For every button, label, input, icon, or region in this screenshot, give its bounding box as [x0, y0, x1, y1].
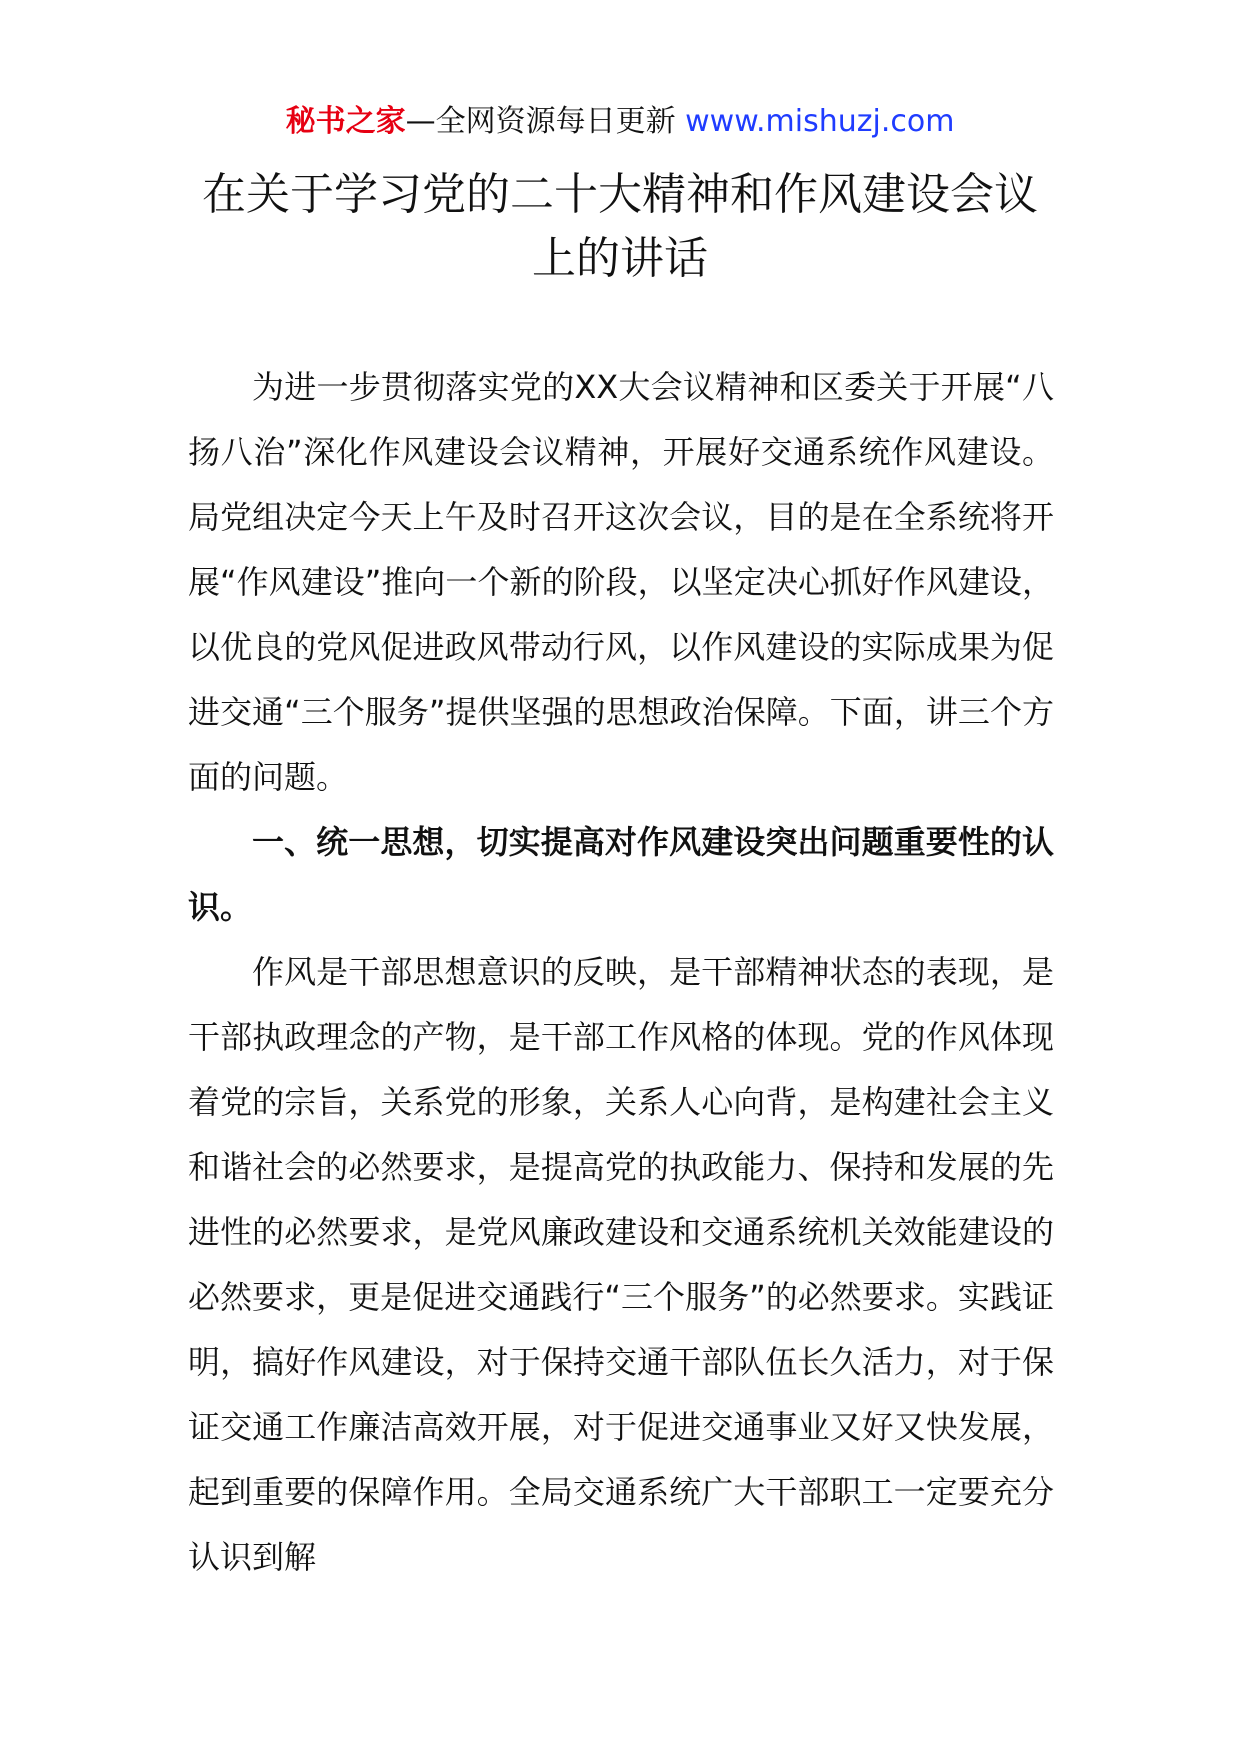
site-tagline: —全网资源每日更新 [405, 104, 676, 139]
paragraph-intro: 为进一步贯彻落实党的XX大会议精神和区委关于开展“八扬八治”深化作风建设会议精神，开展好交通系统作风建设。局党组决定今天上午及时召开这次会议，目的是在全系统将开展“作风建设”推向一个新的阶段，以坚定决心抓好作风建设，以优良的党风促进政风带动行风，以作风建设的实际成果为促进交通“三个服务”提供坚强的思想政治保障。下面，讲三个方面的问题。 [188, 368, 1054, 796]
section-heading-1: 一、统一思想，切实提高对作风建设突出问题重要性的认识。 [188, 823, 1054, 926]
site-name: 秘书之家 [285, 104, 406, 139]
document-body [188, 355, 1054, 1590]
paragraph-section-1: 作风是干部思想意识的反映，是干部精神状态的表现，是干部执政理念的产物，是干部工作风格的体现。党的作风体现着党的宗旨，关系党的形象，关系人心向背，是构建社会主义和谐社会的必然要求，是提高党的执政能力、保持和发展的先进性的必然要求，是党风廉政建设和交通系统机关效能建设的必然要求，更是促进交通践行“三个服务”的必然要求。实践证明，搞好作风建设，对于保持交通干部队伍长久活力，对于保证交通工作廉洁高效开展，对于促进交通事业又好又快发展，起到重要的保障作用。全局交通系统广大干部职工一定要充分认识到解 [188, 953, 1054, 1576]
site-url-link[interactable]: www.mishuzj.com [685, 104, 955, 139]
document-title: 在关于学习党的二十大精神和作风建设会议上的讲话 [202, 169, 1038, 284]
site-header [0, 100, 1240, 144]
